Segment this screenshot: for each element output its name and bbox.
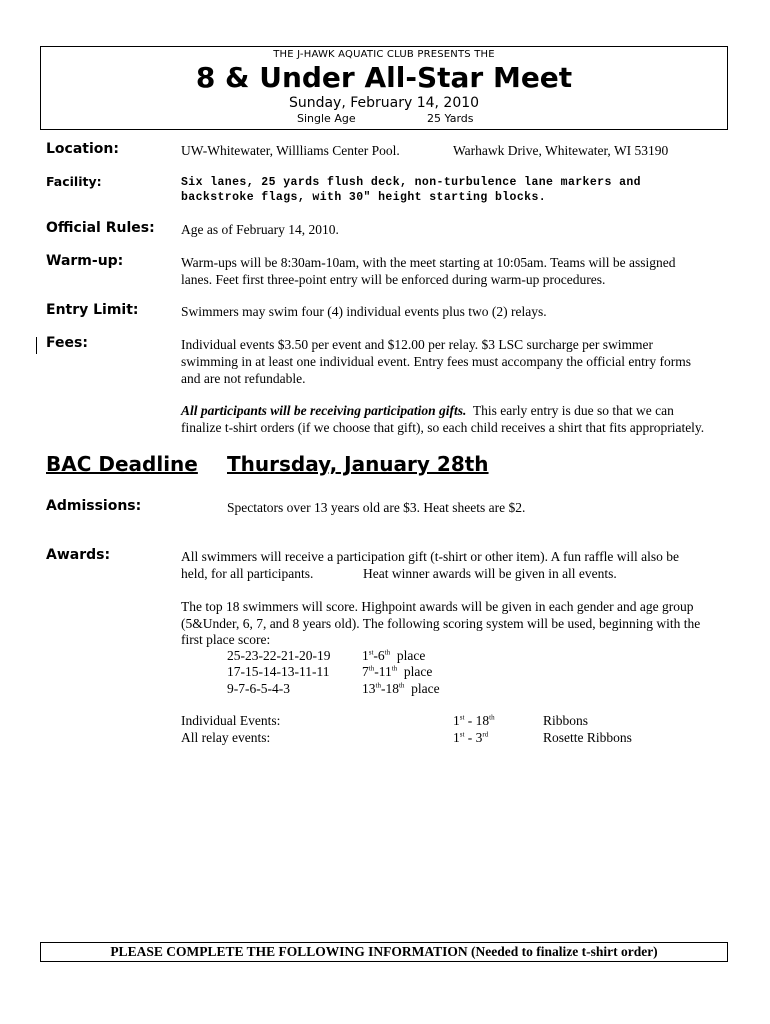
relay-events-label: All relay events: bbox=[181, 730, 271, 745]
fees-line-2: swimming in at least one individual event. Entry fees must accompany the official entry forms bbox=[181, 354, 691, 369]
facility-label: Facility: bbox=[46, 174, 102, 189]
gift-rest-text: This early entry is due so that we can bbox=[466, 403, 674, 418]
entry-limit-text: Swimmers may swim four (4) individual events plus two (2) relays. bbox=[181, 304, 547, 319]
facility-line-2: backstroke flags, with 30" height starting blocks. bbox=[181, 191, 547, 204]
location-venue: UW-Whitewater, Willliams Center Pool. bbox=[181, 143, 400, 158]
facility-line-1: Six lanes, 25 yards flush deck, non-turbulence lane markers and bbox=[181, 176, 641, 189]
deadline-date: Thursday, January 28th bbox=[227, 452, 489, 476]
awards-label: Awards: bbox=[46, 547, 111, 563]
score-points-2: 17-15-14-13-11-11 bbox=[227, 664, 330, 679]
awards-line-2b: Heat winner awards will be given in all events. bbox=[363, 566, 617, 581]
admissions-text: Spectators over 13 years old are $3. Heat sheets are $2. bbox=[227, 500, 526, 515]
warmup-line-2: lanes. Feet first three-point entry will be enforced during warm-up procedures. bbox=[181, 272, 606, 287]
entry-limit-label: Entry Limit: bbox=[46, 302, 139, 318]
location-address: Warhawk Drive, Whitewater, WI 53190 bbox=[453, 143, 669, 158]
gift-line-1 bbox=[181, 402, 674, 419]
complete-info-banner: PLEASE COMPLETE THE FOLLOWING INFORMATION (Needed to finalize t-shirt order) bbox=[40, 942, 728, 962]
text-cursor bbox=[36, 337, 37, 354]
deadline-label: BAC Deadline bbox=[46, 452, 198, 476]
score-place-1: 1st-6th place bbox=[362, 648, 426, 663]
warmup-line-1: Warm-ups will be 8:30am-10am, with the meet starting at 10:05am. Teams will be assigned bbox=[181, 255, 676, 270]
rules-text: Age as of February 14, 2010. bbox=[181, 222, 339, 237]
meet-age-type: Single Age bbox=[297, 112, 356, 125]
rules-label: Official Rules: bbox=[46, 220, 155, 236]
individual-events-places: 1st - 18th bbox=[453, 713, 495, 728]
meet-title: 8 & Under All-Star Meet bbox=[195, 61, 573, 94]
fees-label: Fees: bbox=[46, 335, 88, 351]
fees-line-1: Individual events $3.50 per event and $12.00 per relay. $3 LSC surcharge per swimmer bbox=[181, 337, 653, 352]
awards-line-1: All swimmers will receive a participation gift (t-shirt or other item). A fun raffle will also be bbox=[181, 549, 679, 564]
score-points-1: 25-23-22-21-20-19 bbox=[227, 648, 331, 663]
scoring-line-2: (5&Under, 6, 7, and 8 years old). The following scoring system will be used, beginning with the bbox=[181, 616, 701, 631]
score-points-3: 9-7-6-5-4-3 bbox=[227, 681, 290, 696]
awards-line-2a: held, for all participants. bbox=[181, 566, 314, 581]
score-place-3: 13th-18th place bbox=[362, 681, 440, 696]
fees-line-3: and are not refundable. bbox=[181, 371, 306, 386]
gift-bold-text: All participants will be receiving participation gifts. bbox=[181, 403, 467, 418]
score-place-2: 7th-11th place bbox=[362, 664, 433, 679]
individual-events-label: Individual Events: bbox=[181, 713, 281, 728]
admissions-label: Admissions: bbox=[46, 498, 142, 514]
scoring-line-3: first place score: bbox=[181, 632, 271, 647]
presents-line: THE J-HAWK AQUATIC CLUB PRESENTS THE bbox=[273, 49, 495, 60]
relay-events-places: 1st - 3rd bbox=[453, 730, 489, 745]
individual-events-award: Ribbons bbox=[543, 713, 589, 728]
relay-events-award: Rosette Ribbons bbox=[543, 730, 632, 745]
meet-yards: 25 Yards bbox=[427, 112, 474, 125]
gift-line-2: finalize t-shirt orders (if we choose that gift), so each child receives a shirt that fits appropriately. bbox=[181, 420, 705, 435]
scoring-line-1: The top 18 swimmers will score. Highpoint awards will be given in each gender and age group bbox=[181, 599, 694, 614]
meet-date: Sunday, February 14, 2010 bbox=[288, 95, 480, 111]
meet-header bbox=[40, 46, 728, 130]
location-label: Location: bbox=[46, 141, 119, 157]
warmup-label: Warm-up: bbox=[46, 253, 124, 269]
